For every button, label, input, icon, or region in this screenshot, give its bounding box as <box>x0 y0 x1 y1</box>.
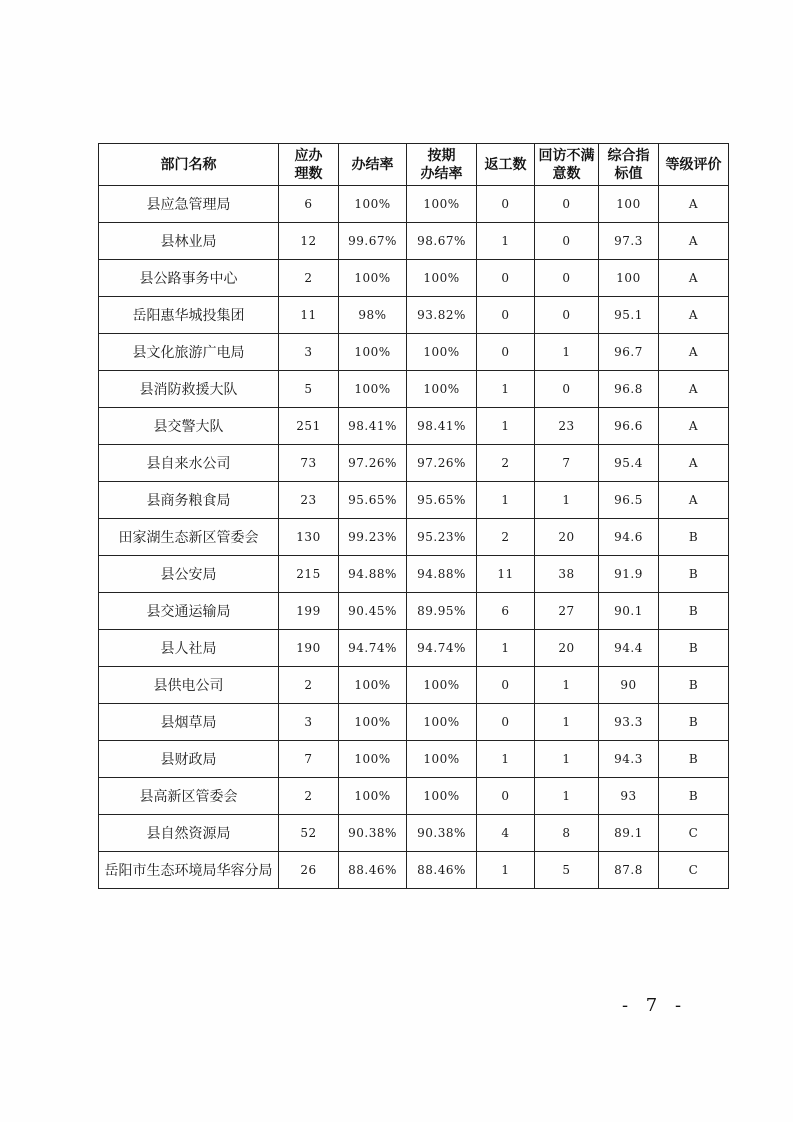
cell-ontime-rate: 98.67% <box>407 223 477 260</box>
header-composite-index: 综合指 标值 <box>599 144 659 186</box>
cell-department: 县文化旅游广电局 <box>99 334 279 371</box>
cell-dissatisfied: 1 <box>535 704 599 741</box>
cell-composite-index: 97.3 <box>599 223 659 260</box>
cell-department: 田家湖生态新区管委会 <box>99 519 279 556</box>
table-header-row <box>99 144 729 186</box>
table-row <box>99 408 729 445</box>
cell-dissatisfied: 0 <box>535 186 599 223</box>
cell-dissatisfied: 8 <box>535 815 599 852</box>
cell-rework: 11 <box>477 556 535 593</box>
header-department: 部门名称 <box>99 144 279 186</box>
cell-composite-index: 90 <box>599 667 659 704</box>
cell-composite-index: 94.4 <box>599 630 659 667</box>
department-evaluation-table <box>98 143 729 889</box>
cell-completion-rate: 100% <box>339 371 407 408</box>
cell-cases-due: 2 <box>279 778 339 815</box>
cell-department: 县商务粮食局 <box>99 482 279 519</box>
cell-grade: A <box>659 223 729 260</box>
cell-grade: B <box>659 630 729 667</box>
cell-completion-rate: 98.41% <box>339 408 407 445</box>
cell-rework: 1 <box>477 852 535 889</box>
cell-composite-index: 93 <box>599 778 659 815</box>
cell-dissatisfied: 1 <box>535 778 599 815</box>
cell-ontime-rate: 100% <box>407 186 477 223</box>
cell-dissatisfied: 0 <box>535 260 599 297</box>
cell-ontime-rate: 100% <box>407 371 477 408</box>
cell-composite-index: 100 <box>599 260 659 297</box>
cell-completion-rate: 100% <box>339 667 407 704</box>
cell-grade: B <box>659 704 729 741</box>
cell-ontime-rate: 100% <box>407 667 477 704</box>
cell-rework: 0 <box>477 704 535 741</box>
page-number: - 7 - <box>622 995 688 1016</box>
table-row <box>99 630 729 667</box>
cell-cases-due: 3 <box>279 704 339 741</box>
header-grade: 等级评价 <box>659 144 729 186</box>
cell-composite-index: 96.5 <box>599 482 659 519</box>
cell-rework: 1 <box>477 482 535 519</box>
cell-grade: C <box>659 852 729 889</box>
cell-cases-due: 12 <box>279 223 339 260</box>
cell-ontime-rate: 100% <box>407 334 477 371</box>
cell-department: 县应急管理局 <box>99 186 279 223</box>
cell-department: 县自然资源局 <box>99 815 279 852</box>
table-row <box>99 704 729 741</box>
cell-department: 岳阳市生态环境局华容分局 <box>99 852 279 889</box>
cell-completion-rate: 100% <box>339 704 407 741</box>
cell-ontime-rate: 93.82% <box>407 297 477 334</box>
cell-rework: 2 <box>477 519 535 556</box>
cell-department: 县自来水公司 <box>99 445 279 482</box>
cell-rework: 0 <box>477 297 535 334</box>
table-row <box>99 741 729 778</box>
cell-dissatisfied: 1 <box>535 667 599 704</box>
cell-ontime-rate: 88.46% <box>407 852 477 889</box>
cell-department: 县交通运输局 <box>99 593 279 630</box>
cell-cases-due: 251 <box>279 408 339 445</box>
cell-completion-rate: 100% <box>339 334 407 371</box>
cell-grade: B <box>659 556 729 593</box>
cell-cases-due: 73 <box>279 445 339 482</box>
cell-rework: 0 <box>477 667 535 704</box>
cell-completion-rate: 90.38% <box>339 815 407 852</box>
cell-grade: C <box>659 815 729 852</box>
cell-department: 县烟草局 <box>99 704 279 741</box>
cell-cases-due: 2 <box>279 667 339 704</box>
cell-composite-index: 87.8 <box>599 852 659 889</box>
cell-dissatisfied: 20 <box>535 519 599 556</box>
cell-grade: A <box>659 297 729 334</box>
table-row <box>99 371 729 408</box>
cell-dissatisfied: 1 <box>535 741 599 778</box>
cell-cases-due: 52 <box>279 815 339 852</box>
cell-rework: 0 <box>477 186 535 223</box>
cell-cases-due: 2 <box>279 260 339 297</box>
cell-grade: A <box>659 260 729 297</box>
header-rework: 返工数 <box>477 144 535 186</box>
header-dissatisfied: 回访不满 意数 <box>535 144 599 186</box>
cell-composite-index: 95.1 <box>599 297 659 334</box>
cell-grade: A <box>659 408 729 445</box>
cell-cases-due: 26 <box>279 852 339 889</box>
cell-cases-due: 6 <box>279 186 339 223</box>
cell-department: 县公安局 <box>99 556 279 593</box>
table-row <box>99 815 729 852</box>
cell-ontime-rate: 97.26% <box>407 445 477 482</box>
header-cases-due: 应办 理数 <box>279 144 339 186</box>
table-row <box>99 519 729 556</box>
cell-grade: A <box>659 445 729 482</box>
table-row <box>99 186 729 223</box>
cell-grade: B <box>659 778 729 815</box>
cell-ontime-rate: 90.38% <box>407 815 477 852</box>
cell-ontime-rate: 94.88% <box>407 556 477 593</box>
cell-ontime-rate: 95.23% <box>407 519 477 556</box>
cell-composite-index: 94.3 <box>599 741 659 778</box>
cell-composite-index: 95.4 <box>599 445 659 482</box>
cell-completion-rate: 95.65% <box>339 482 407 519</box>
cell-cases-due: 5 <box>279 371 339 408</box>
cell-composite-index: 96.8 <box>599 371 659 408</box>
cell-rework: 0 <box>477 334 535 371</box>
table-row <box>99 334 729 371</box>
cell-cases-due: 199 <box>279 593 339 630</box>
cell-completion-rate: 90.45% <box>339 593 407 630</box>
cell-cases-due: 7 <box>279 741 339 778</box>
cell-completion-rate: 100% <box>339 260 407 297</box>
cell-completion-rate: 100% <box>339 778 407 815</box>
cell-ontime-rate: 100% <box>407 778 477 815</box>
table-row <box>99 445 729 482</box>
cell-composite-index: 89.1 <box>599 815 659 852</box>
cell-cases-due: 190 <box>279 630 339 667</box>
cell-ontime-rate: 95.65% <box>407 482 477 519</box>
cell-dissatisfied: 1 <box>535 482 599 519</box>
cell-grade: B <box>659 741 729 778</box>
header-completion-rate: 办结率 <box>339 144 407 186</box>
cell-composite-index: 96.6 <box>599 408 659 445</box>
cell-rework: 1 <box>477 371 535 408</box>
cell-dissatisfied: 27 <box>535 593 599 630</box>
cell-cases-due: 215 <box>279 556 339 593</box>
cell-dissatisfied: 0 <box>535 371 599 408</box>
cell-cases-due: 23 <box>279 482 339 519</box>
cell-dissatisfied: 0 <box>535 223 599 260</box>
cell-composite-index: 100 <box>599 186 659 223</box>
cell-dissatisfied: 20 <box>535 630 599 667</box>
table-row <box>99 593 729 630</box>
cell-cases-due: 3 <box>279 334 339 371</box>
table-row <box>99 778 729 815</box>
table-body <box>99 186 729 889</box>
cell-department: 县公路事务中心 <box>99 260 279 297</box>
cell-completion-rate: 98% <box>339 297 407 334</box>
table-row <box>99 297 729 334</box>
cell-dissatisfied: 5 <box>535 852 599 889</box>
table-row <box>99 482 729 519</box>
cell-department: 县人社局 <box>99 630 279 667</box>
cell-ontime-rate: 94.74% <box>407 630 477 667</box>
cell-department: 县财政局 <box>99 741 279 778</box>
cell-dissatisfied: 7 <box>535 445 599 482</box>
cell-composite-index: 93.3 <box>599 704 659 741</box>
cell-completion-rate: 100% <box>339 741 407 778</box>
cell-dissatisfied: 23 <box>535 408 599 445</box>
cell-grade: A <box>659 186 729 223</box>
cell-completion-rate: 97.26% <box>339 445 407 482</box>
cell-department: 县供电公司 <box>99 667 279 704</box>
cell-rework: 1 <box>477 408 535 445</box>
cell-rework: 1 <box>477 630 535 667</box>
cell-grade: A <box>659 482 729 519</box>
cell-cases-due: 130 <box>279 519 339 556</box>
cell-completion-rate: 94.74% <box>339 630 407 667</box>
cell-department: 岳阳惠华城投集团 <box>99 297 279 334</box>
cell-department: 县林业局 <box>99 223 279 260</box>
table-row <box>99 260 729 297</box>
cell-ontime-rate: 89.95% <box>407 593 477 630</box>
cell-completion-rate: 94.88% <box>339 556 407 593</box>
cell-rework: 1 <box>477 741 535 778</box>
cell-composite-index: 96.7 <box>599 334 659 371</box>
table-row <box>99 667 729 704</box>
cell-completion-rate: 99.67% <box>339 223 407 260</box>
table-row <box>99 852 729 889</box>
header-ontime-rate: 按期 办结率 <box>407 144 477 186</box>
cell-grade: A <box>659 371 729 408</box>
cell-ontime-rate: 100% <box>407 741 477 778</box>
cell-ontime-rate: 100% <box>407 260 477 297</box>
table-row <box>99 556 729 593</box>
cell-rework: 0 <box>477 778 535 815</box>
cell-composite-index: 90.1 <box>599 593 659 630</box>
cell-cases-due: 11 <box>279 297 339 334</box>
cell-composite-index: 91.9 <box>599 556 659 593</box>
cell-department: 县高新区管委会 <box>99 778 279 815</box>
cell-dissatisfied: 1 <box>535 334 599 371</box>
cell-completion-rate: 100% <box>339 186 407 223</box>
cell-completion-rate: 99.23% <box>339 519 407 556</box>
cell-rework: 4 <box>477 815 535 852</box>
cell-rework: 2 <box>477 445 535 482</box>
cell-rework: 6 <box>477 593 535 630</box>
cell-completion-rate: 88.46% <box>339 852 407 889</box>
cell-grade: A <box>659 334 729 371</box>
cell-dissatisfied: 38 <box>535 556 599 593</box>
cell-grade: B <box>659 593 729 630</box>
cell-department: 县交警大队 <box>99 408 279 445</box>
cell-department: 县消防救援大队 <box>99 371 279 408</box>
table-row <box>99 223 729 260</box>
cell-ontime-rate: 100% <box>407 704 477 741</box>
cell-rework: 0 <box>477 260 535 297</box>
cell-ontime-rate: 98.41% <box>407 408 477 445</box>
cell-composite-index: 94.6 <box>599 519 659 556</box>
cell-grade: B <box>659 519 729 556</box>
cell-dissatisfied: 0 <box>535 297 599 334</box>
cell-rework: 1 <box>477 223 535 260</box>
cell-grade: B <box>659 667 729 704</box>
